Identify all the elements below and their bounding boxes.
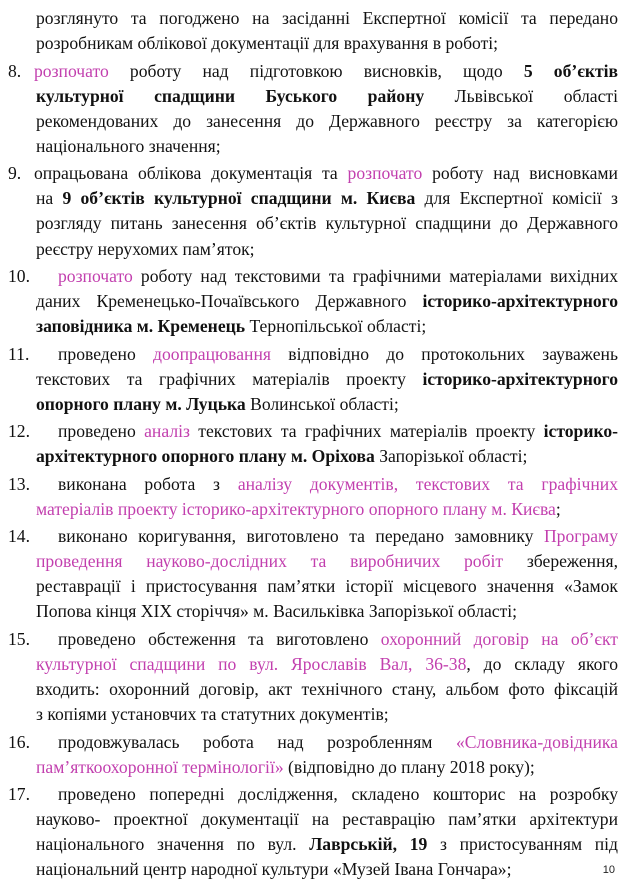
list-number: 11.	[8, 343, 30, 364]
text-segment: розгляду питань занесення об’єктів культурної спадщини до Державного	[36, 213, 618, 234]
text-line	[36, 599, 618, 623]
bold-text: 9 об’єктів культурної спадщини м. Києва	[62, 188, 416, 209]
text-segment: текстових та графічних матеріалів проекту	[189, 421, 544, 442]
bold-text: заповідника м. Кременець	[36, 316, 246, 337]
list-number: 10.	[8, 265, 30, 286]
text-line	[58, 782, 618, 806]
text-line	[34, 59, 618, 83]
text-segment: реставрації і пристосування пам’ятки історії місцевого значення «Замок	[36, 576, 618, 597]
text-segment: для Експертної комісії з	[415, 188, 618, 209]
list-number: 14.	[8, 526, 30, 547]
text-line	[36, 134, 618, 158]
text-line	[36, 807, 618, 831]
bold-text: історико-архітектурного	[422, 368, 618, 389]
text-segment: Волинської області;	[245, 393, 399, 414]
highlighted-text: аналізу документів, текстових та графічних	[237, 473, 618, 494]
list-number: 12.	[8, 421, 30, 442]
highlighted-text: розпочато	[347, 163, 423, 184]
text-line	[36, 497, 618, 521]
highlighted-text: Програму	[543, 526, 618, 547]
text-segment: Тернопільської області;	[245, 316, 427, 337]
text-line	[58, 730, 618, 754]
list-number: 17.	[8, 784, 30, 804]
text-line	[36, 549, 618, 573]
text-segment: текстових та графічних матеріалів проекту	[36, 368, 423, 389]
list-number: 15.	[8, 628, 30, 649]
text-line	[58, 264, 618, 288]
text-segment: опрацьована облікова документація та	[34, 163, 348, 184]
text-segment: (відповідно до плану 2018 року);	[283, 756, 535, 777]
list-number: 9.	[8, 163, 22, 184]
text-line	[36, 392, 618, 416]
highlighted-text: культурної спадщини по вул. Ярославів Вал, 36-38	[36, 653, 467, 674]
text-segment: виконана робота з	[58, 473, 238, 494]
highlighted-text: аналіз	[144, 421, 190, 442]
bold-text: 5 об’єктів	[523, 60, 618, 81]
list-number: 13.	[8, 473, 30, 494]
text-segment: науково- проектної документації на реставрацію пам’ятки архітектури	[36, 809, 618, 830]
highlighted-text: розпочато	[34, 60, 109, 81]
bold-text: культурної спадщини Буського району	[36, 85, 425, 106]
text-segment: на	[36, 188, 63, 209]
text-segment: Попова кінця XIX сторіччя» м. Васильківка Запорізької області;	[36, 601, 518, 622]
text-segment: рекомендованих до занесення до Державного реєстру за категорією	[36, 110, 618, 131]
text-line	[36, 702, 618, 726]
text-segment: збереження,	[503, 551, 618, 572]
page-number: 10	[602, 864, 615, 876]
text-line	[36, 652, 618, 676]
highlighted-text: розпочато	[58, 265, 133, 286]
text-line	[34, 161, 618, 185]
bold-text: історико-	[543, 421, 619, 442]
bold-text: опорного плану м. Луцька	[36, 393, 246, 414]
text-segment: ;	[555, 498, 561, 519]
text-segment: з пристосуванням під	[427, 834, 619, 855]
text-line	[36, 289, 618, 313]
text-segment: з копіями установчих та статутних документів;	[36, 704, 389, 725]
text-segment: розробникам облікової документації для врахування в роботі;	[36, 33, 499, 54]
text-line	[36, 832, 618, 856]
text-segment: продовжувалась робота над розробленням	[58, 731, 456, 752]
bold-text: Лаврській, 19	[309, 834, 428, 855]
text-segment: Львівської області	[424, 85, 618, 106]
text-segment: проведено обстеження та виготовлено	[58, 628, 381, 649]
text-segment: входить: охоронний договір, акт технічного стану, альбом фото фіксацій	[36, 679, 618, 699]
bold-text: історико-архітектурного	[422, 291, 618, 311]
highlighted-text: охоронний договір на об’єкт	[380, 628, 618, 649]
text-line	[36, 109, 618, 133]
text-line	[36, 84, 618, 108]
text-line	[36, 211, 618, 235]
highlighted-text: «Словника-довідника	[455, 731, 618, 752]
text-segment: виконано коригування, виготовлено та передано замовнику	[58, 526, 544, 547]
text-segment: реєстру нерухомих пам’яток;	[36, 238, 255, 259]
list-number: 8.	[8, 60, 22, 81]
text-segment: відповідно до протокольних зауважень	[270, 343, 618, 364]
text-line	[58, 342, 618, 366]
text-segment: даних Кременецько-Почаївського Державного	[36, 291, 423, 311]
highlighted-text: пам’яткоохоронної термінології»	[36, 756, 284, 777]
text-segment: національного значення по вул.	[36, 834, 310, 855]
text-line	[36, 31, 618, 55]
text-line	[36, 314, 618, 338]
text-line	[36, 857, 618, 881]
highlighted-text: проведення науково-дослідних та виробничих робіт	[36, 551, 504, 572]
text-line	[36, 755, 618, 779]
text-segment: національний центр народної культури «Музей Івана Гончара»;	[36, 859, 512, 880]
text-segment: проведено попередні дослідження, складено кошторис на розробку	[58, 784, 618, 804]
text-line	[58, 419, 618, 443]
text-line	[58, 627, 618, 651]
highlighted-text: доопрацювання	[153, 343, 271, 364]
text-segment: роботу над підготовкою висновків, щодо	[108, 60, 524, 81]
text-segment: роботу над висновками	[422, 163, 618, 184]
text-line	[36, 444, 618, 468]
text-segment: Запорізької області;	[374, 446, 528, 467]
text-line	[58, 524, 618, 548]
text-segment: проведено	[58, 421, 145, 442]
text-segment: національного значення;	[36, 135, 221, 156]
text-segment: роботу над текстовими та графічними матеріалами вихідних	[132, 265, 618, 286]
text-line	[36, 6, 618, 30]
text-line	[36, 677, 618, 701]
text-line	[36, 186, 618, 210]
text-line	[36, 367, 618, 391]
highlighted-text: матеріалів проекту історико-архітектурного опорного плану м. Києва	[36, 498, 556, 519]
text-segment: розглянуто та погоджено на засіданні Експертної комісії та передано	[36, 8, 618, 28]
bold-text: архітектурного опорного плану м. Оріхова	[36, 446, 375, 467]
text-line	[36, 574, 618, 598]
text-segment: , до складу якого	[466, 653, 618, 674]
text-line	[36, 237, 618, 261]
text-segment: проведено	[58, 343, 154, 364]
list-number: 16.	[8, 731, 30, 752]
text-line	[58, 472, 618, 496]
